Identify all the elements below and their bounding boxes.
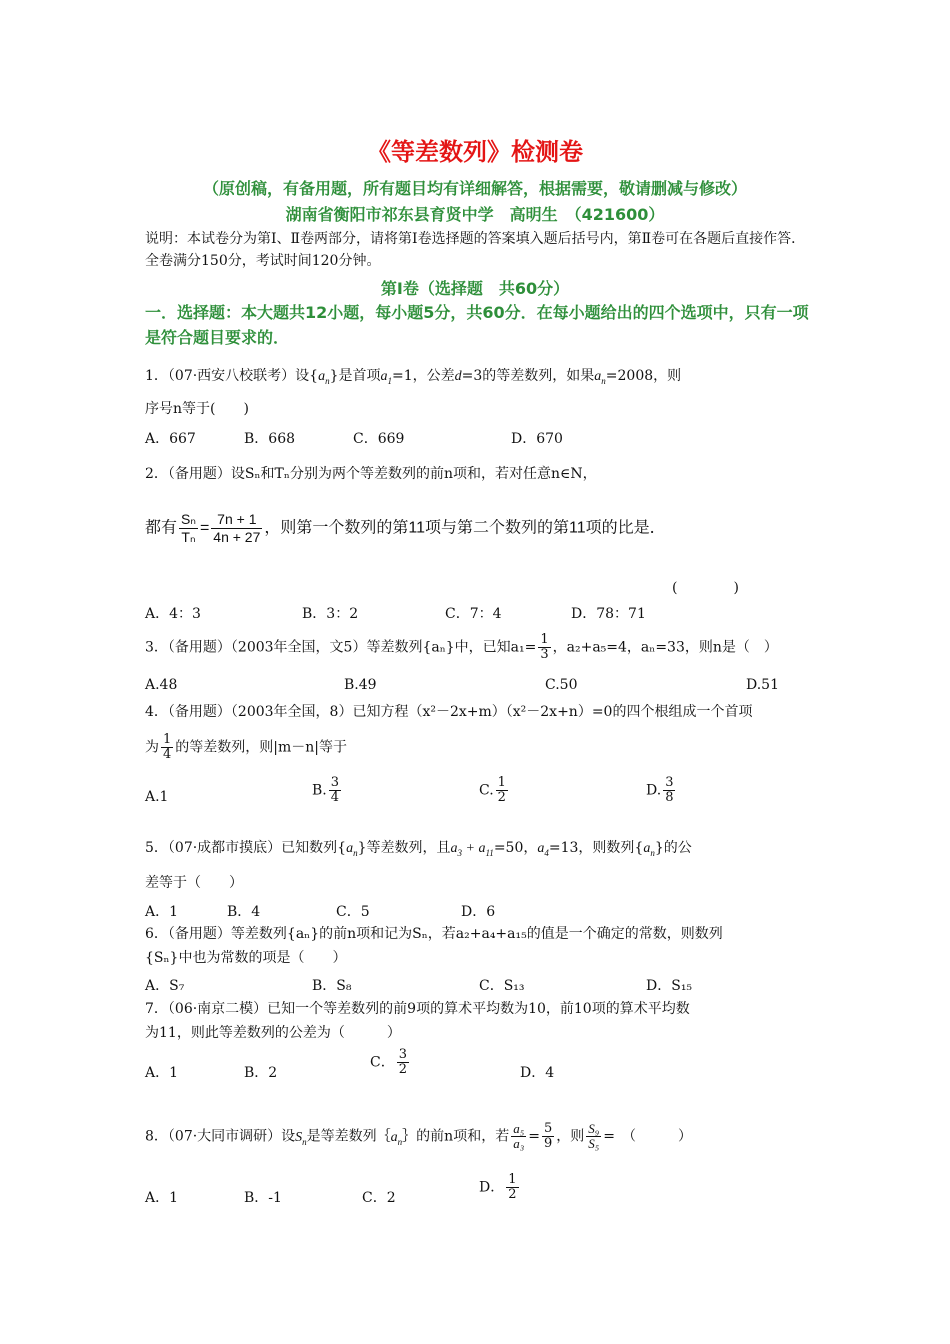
question-6-line2: {Sₙ}中也为常数的项是（ ） — [145, 950, 347, 966]
subtitle-author: 湖南省衡阳市祁东县育贤中学 高明生 （421600） — [285, 205, 665, 224]
q2-option-a: A．4：3 — [145, 606, 201, 622]
q6-option-d: D．S₁₅ — [646, 978, 693, 994]
q5-option-d: D．6 — [461, 904, 496, 920]
q2-option-d: D．78：71 — [571, 606, 646, 622]
q5-option-a: A．1 — [145, 904, 179, 920]
q8-option-c: C．2 — [362, 1190, 396, 1206]
question-1-line2: 序号n等于( ) — [145, 401, 249, 417]
q3-option-b: B.49 — [344, 677, 377, 693]
q6-option-b: B．S₈ — [312, 978, 352, 994]
q2-option-c: C．7：4 — [445, 606, 502, 622]
q8-option-b: B．-1 — [244, 1190, 282, 1206]
question-2-line1: 2．（备用题）设Sₙ和Tₙ分别为两个等差数列的前n项和，若对任意n∈N， — [145, 466, 597, 482]
q1-option-c: C．669 — [353, 431, 405, 447]
fraction-one-quarter: $\frac{1}{4}$ — [163, 732, 172, 762]
q3-option-a: A.48 — [145, 677, 178, 693]
q6-option-a: A．S₇ — [145, 978, 185, 994]
question-7-line2: 为11，则此等差数列的公差为（ ） — [145, 1025, 401, 1041]
q3-option-d: D.51 — [746, 677, 779, 693]
fraction-s9-over-s5: $\frac{\text{S₉}}{\text{S₅}}$ — [588, 1121, 600, 1151]
q6-option-c: C．S₁₃ — [479, 978, 525, 994]
question-3-line1: 3．（备用题）（2003年全国，文5）等差数列{aₙ}中，已知a₁= $\frac{1}{3}$ ，a₂+a₅=4，aₙ=33，则n是（ ） — [145, 632, 778, 662]
question-8-line1: 8．（07·大同市调研）设$S_n$是等差数列$\{a_n\}$的前n项和，若 $\frac{\text{a₅}}{\text{a₃}}$ = $\frac{5}{9}$ ，则 $\frac{\text{S₉}}{\text{S₅}}$ = （ ） — [145, 1121, 693, 1151]
q8-option-a: A．1 — [145, 1190, 179, 1206]
q4-option-a: A.1 — [145, 789, 169, 805]
question-2-formula: 都有 $\frac{\text{Sₙ}}{\text{Tₙ}}$ = $\frac{7n + 1}{4n + 27}$ ，则第一个数列的第11项与第二个数列的第11项的比是． — [145, 511, 666, 545]
fraction-ratio: $\frac{7n + 1}{4n + 27}$ — [213, 511, 261, 545]
q4-option-c: C. $\frac{1}{2}$ — [479, 775, 506, 805]
q8-option-d: D． $\frac{1}{2}$ — [479, 1172, 517, 1202]
question-5-line2: 差等于（ ） — [145, 875, 243, 891]
q7-option-a: A．1 — [145, 1065, 179, 1081]
part1-heading: 第Ⅰ卷（选择题 共60分） — [380, 279, 570, 298]
question-6-line1: 6．（备用题）等差数列{aₙ}的前n项和记为Sₙ，若a₂+a₄+a₁₅的值是一个确定的常数，则数列 — [145, 926, 723, 942]
q4-option-b: B. $\frac{3}{4}$ — [312, 775, 340, 805]
q5-option-c: C．5 — [336, 904, 370, 920]
question-7-line1: 7．（06·南京二模）已知一个等差数列的前9项的算术平均数为10，前10项的算术平均数 — [145, 1001, 690, 1017]
q1-option-a: A．667 — [145, 431, 196, 447]
q7-option-d: D．4 — [520, 1065, 555, 1081]
fraction-one-third: $\frac{1}{3}$ — [540, 632, 549, 662]
q4-option-d: D. $\frac{3}{8}$ — [646, 775, 674, 805]
question-1-line1: 1．（07·西安八校联考）设$\{a_n\}$是首项$a_1=1$，公差d=3的等差数列，如果$a_n=2008$，则 — [145, 368, 682, 386]
q3-option-c: C.50 — [545, 677, 578, 693]
q7-option-b: B．2 — [244, 1065, 278, 1081]
question-5-line1: 5．（07·成都市摸底）已知数列$\{a_n\}$等差数列，且$a_3 + a_{11}=50$，$a_4=13$，则数列$\{a_n\}$的公 — [145, 840, 692, 858]
q2-answer-paren: ( ) — [672, 580, 739, 596]
question-4-line1: 4．（备用题）（2003年全国，8）已知方程（x²－2x+m）（x²－2x+n）=0的四个根组成一个首项 — [145, 704, 753, 720]
fraction-a5-over-a3: $\frac{\text{a₅}}{\text{a₃}}$ — [513, 1121, 525, 1151]
subtitle-original: （原创稿，有备用题，所有题目均有详细解答，根据需要，敬请删减与修改） — [202, 179, 747, 198]
document-title: 《等差数列》检测卷 — [367, 138, 583, 166]
section-instruction: 一．选择题：本大题共12小题，每小题5分，共60分．在每小题给出的四个选项中，只有一项是符合题目要求的． — [145, 303, 809, 347]
q1-option-d: D．670 — [511, 431, 563, 447]
q5-option-b: B．4 — [227, 904, 261, 920]
fraction-s-over-t: $\frac{\text{Sₙ}}{\text{Tₙ}}$ — [181, 511, 196, 545]
q2-option-b: B．3：2 — [302, 606, 359, 622]
exam-note: 说明：本试卷分为第Ⅰ、Ⅱ卷两部分，请将第Ⅰ卷选择题的答案填入题后括号内，第Ⅱ卷可在各题后直接作答．全卷满分150分，考试时间120分钟。 — [145, 231, 806, 269]
q7-option-c: C． $\frac{3}{2}$ — [370, 1047, 407, 1077]
question-4-line2: 为 $\frac{1}{4}$ 的等差数列，则|m－n|等于 — [145, 732, 348, 762]
fraction-five-ninths: $\frac{5}{9}$ — [543, 1121, 553, 1151]
q1-option-b: B．668 — [244, 431, 296, 447]
